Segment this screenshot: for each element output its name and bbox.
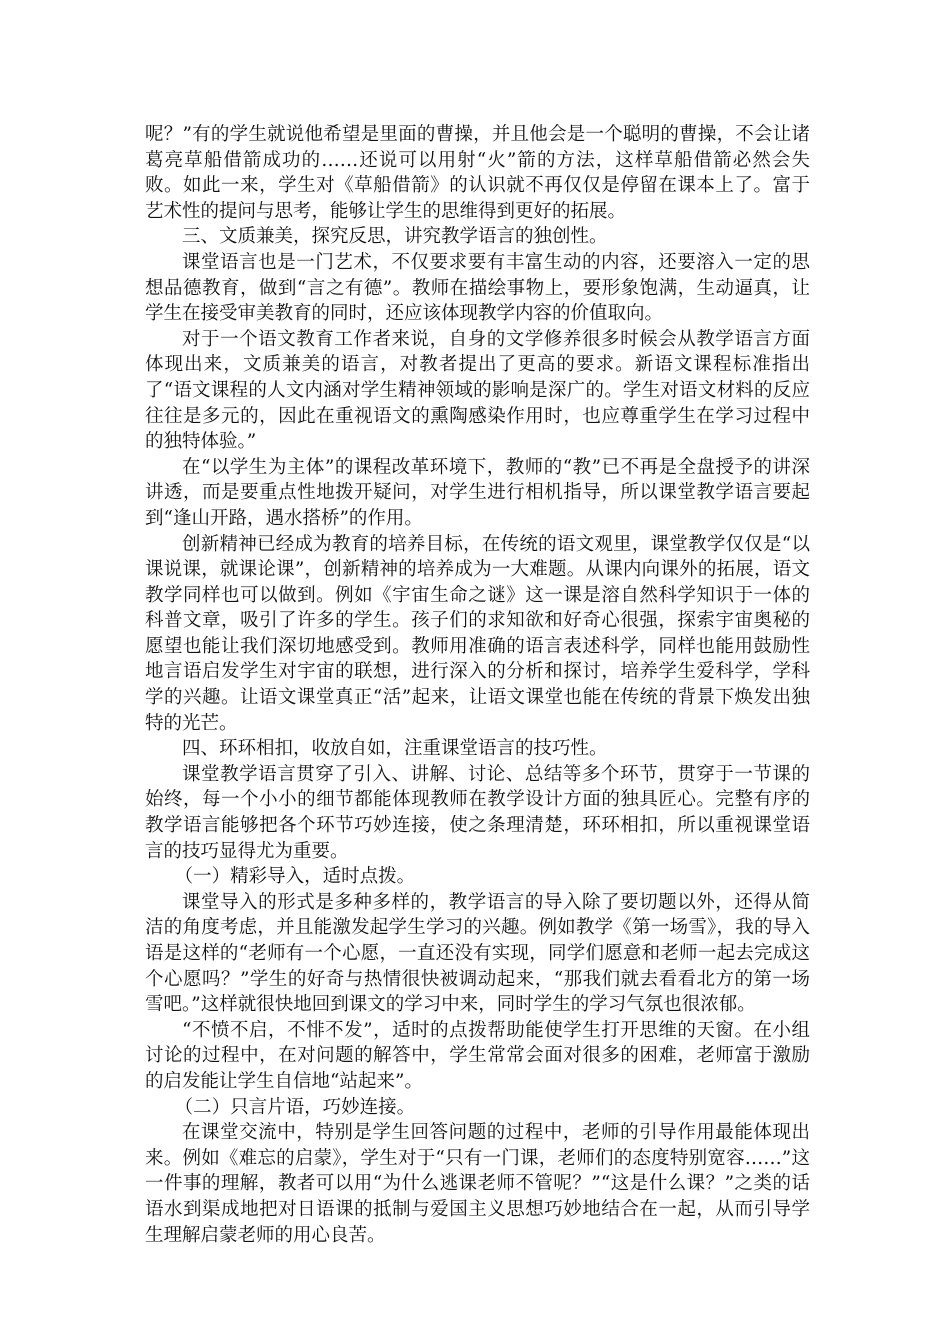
subsection-heading-2: （二）只言片语，巧妙连接。 bbox=[174, 1096, 416, 1118]
paragraph-continuation: 呢？”有的学生就说他希望是里面的曹操，并且他会是一个聪明的曹操，不会让诸葛亮草船借箭成功的……还说可以用射“火”箭的方法，这样草船借箭必然会失败。如此一来，学生对《草船借箭》的认识就不再仅仅是停留在课本上了。富于艺术性的提问与思考，能够让学生的思维得到更好的拓展。 bbox=[145, 124, 810, 222]
document-page bbox=[145, 122, 810, 1248]
paragraph: 创新精神已经成为教育的培养目标，在传统的语文观里，课堂教学仅仅是“以课说课，就课论课”，创新精神的培养成为一大难题。从课内向课外的拓展，语文教学同样也可以做到。例如《宇宙生命之谜》这一课是溶自然科学知识于一体的科普文章，吸引了许多的学生。孩子们的求知欲和好奇心很强，探索宇宙奥秘的愿望也能让我们深切地感受到。教师用准确的语言表述科学，同样也能用鼓励性地言语启发学生对宇宙的联想，进行深入的分析和探讨，培养学生爱科学，学科学的兴趣。让语文课堂真正“活”起来，让语文课堂也能在传统的背景下焕发出独特的光芒。 bbox=[145, 533, 810, 734]
paragraph: 课堂导入的形式是多种多样的，教学语言的导入除了要切题以外，还得从简洁的角度考虑，并且能激发起学生学习的兴趣。例如教学《第一场雪》，我的导入语是这样的“老师有一个心愿，一直还没有实现，同学们愿意和老师一起去完成这个心愿吗？”学生的好奇与热情很快被调动起来，“那我们就去看看北方的第一场雪吧。”这样就很快地回到课文的学习中来，同时学生的学习气氛也很浓郁。 bbox=[145, 891, 810, 1016]
paragraph: “不愤不启，不悱不发”，适时的点拨帮助能使学生打开思维的天窗。在小组讨论的过程中，在对问题的解答中，学生常常会面对很多的困难，老师富于激励的启发能让学生自信地“站起来”。 bbox=[145, 1019, 810, 1092]
section-heading-4: 四、环环相扣，收放自如，注重课堂语言的技巧性。 bbox=[182, 738, 608, 760]
paragraph: 在课堂交流中，特别是学生回答问题的过程中，老师的引导作用最能体现出来。例如《难忘的启蒙》，学生对于“只有一门课，老师们的态度特别宽容……”这一件事的理解，教者可以用“为什么逃课老师不管呢？”“这是什么课？”之类的话语水到渠成地把对日语课的抵制与爱国主义思想巧妙地结合在一起，从而引导学生理解启蒙老师的用心良苦。 bbox=[145, 1122, 810, 1246]
paragraph: 课堂语言也是一门艺术，不仅要求要有丰富生动的内容，还要溶入一定的思想品德教育，做到“言之有德”。教师在描绘事物上，要形象饱满，生动逼真，让学生在接受审美教育的同时，还应该体现教学内容的价值取向。 bbox=[145, 251, 810, 325]
subsection-heading-1: （一）精彩导入，适时点拨。 bbox=[174, 866, 416, 888]
paragraph: 课堂教学语言贯穿了引入、讲解、讨论、总结等多个环节，贯穿于一节课的始终，每一个小小的细节都能体现教师在教学设计方面的独具匠心。完整有序的教学语言能够把各个环节巧妙连接，使之条理清楚，环环相扣，所以重视课堂语言的技巧显得尤为重要。 bbox=[145, 763, 810, 862]
paragraph: 在“以学生为主体”的课程改革环境下，教师的“教”已不再是全盘授予的讲深讲透，而是要重点性地拨开疑问，对学生进行相机指导，所以课堂教学语言要起到“逢山开路，遇水搭桥”的作用。 bbox=[145, 456, 810, 529]
paragraph: 对于一个语文教育工作者来说，自身的文学修养很多时候会从教学语言方面体现出来，文质兼美的语言，对教者提出了更高的要求。新语文课程标准指出了“语文课程的人文内涵对学生精神领域的影响是深广的。学生对语文材料的反应往往是多元的，因此在重视语文的熏陶感染作用时，也应尊重学生在学习过程中的独特体验。” bbox=[145, 328, 810, 453]
section-heading-3: 三、文质兼美，探究反思，讲究教学语言的独创性。 bbox=[182, 226, 608, 248]
